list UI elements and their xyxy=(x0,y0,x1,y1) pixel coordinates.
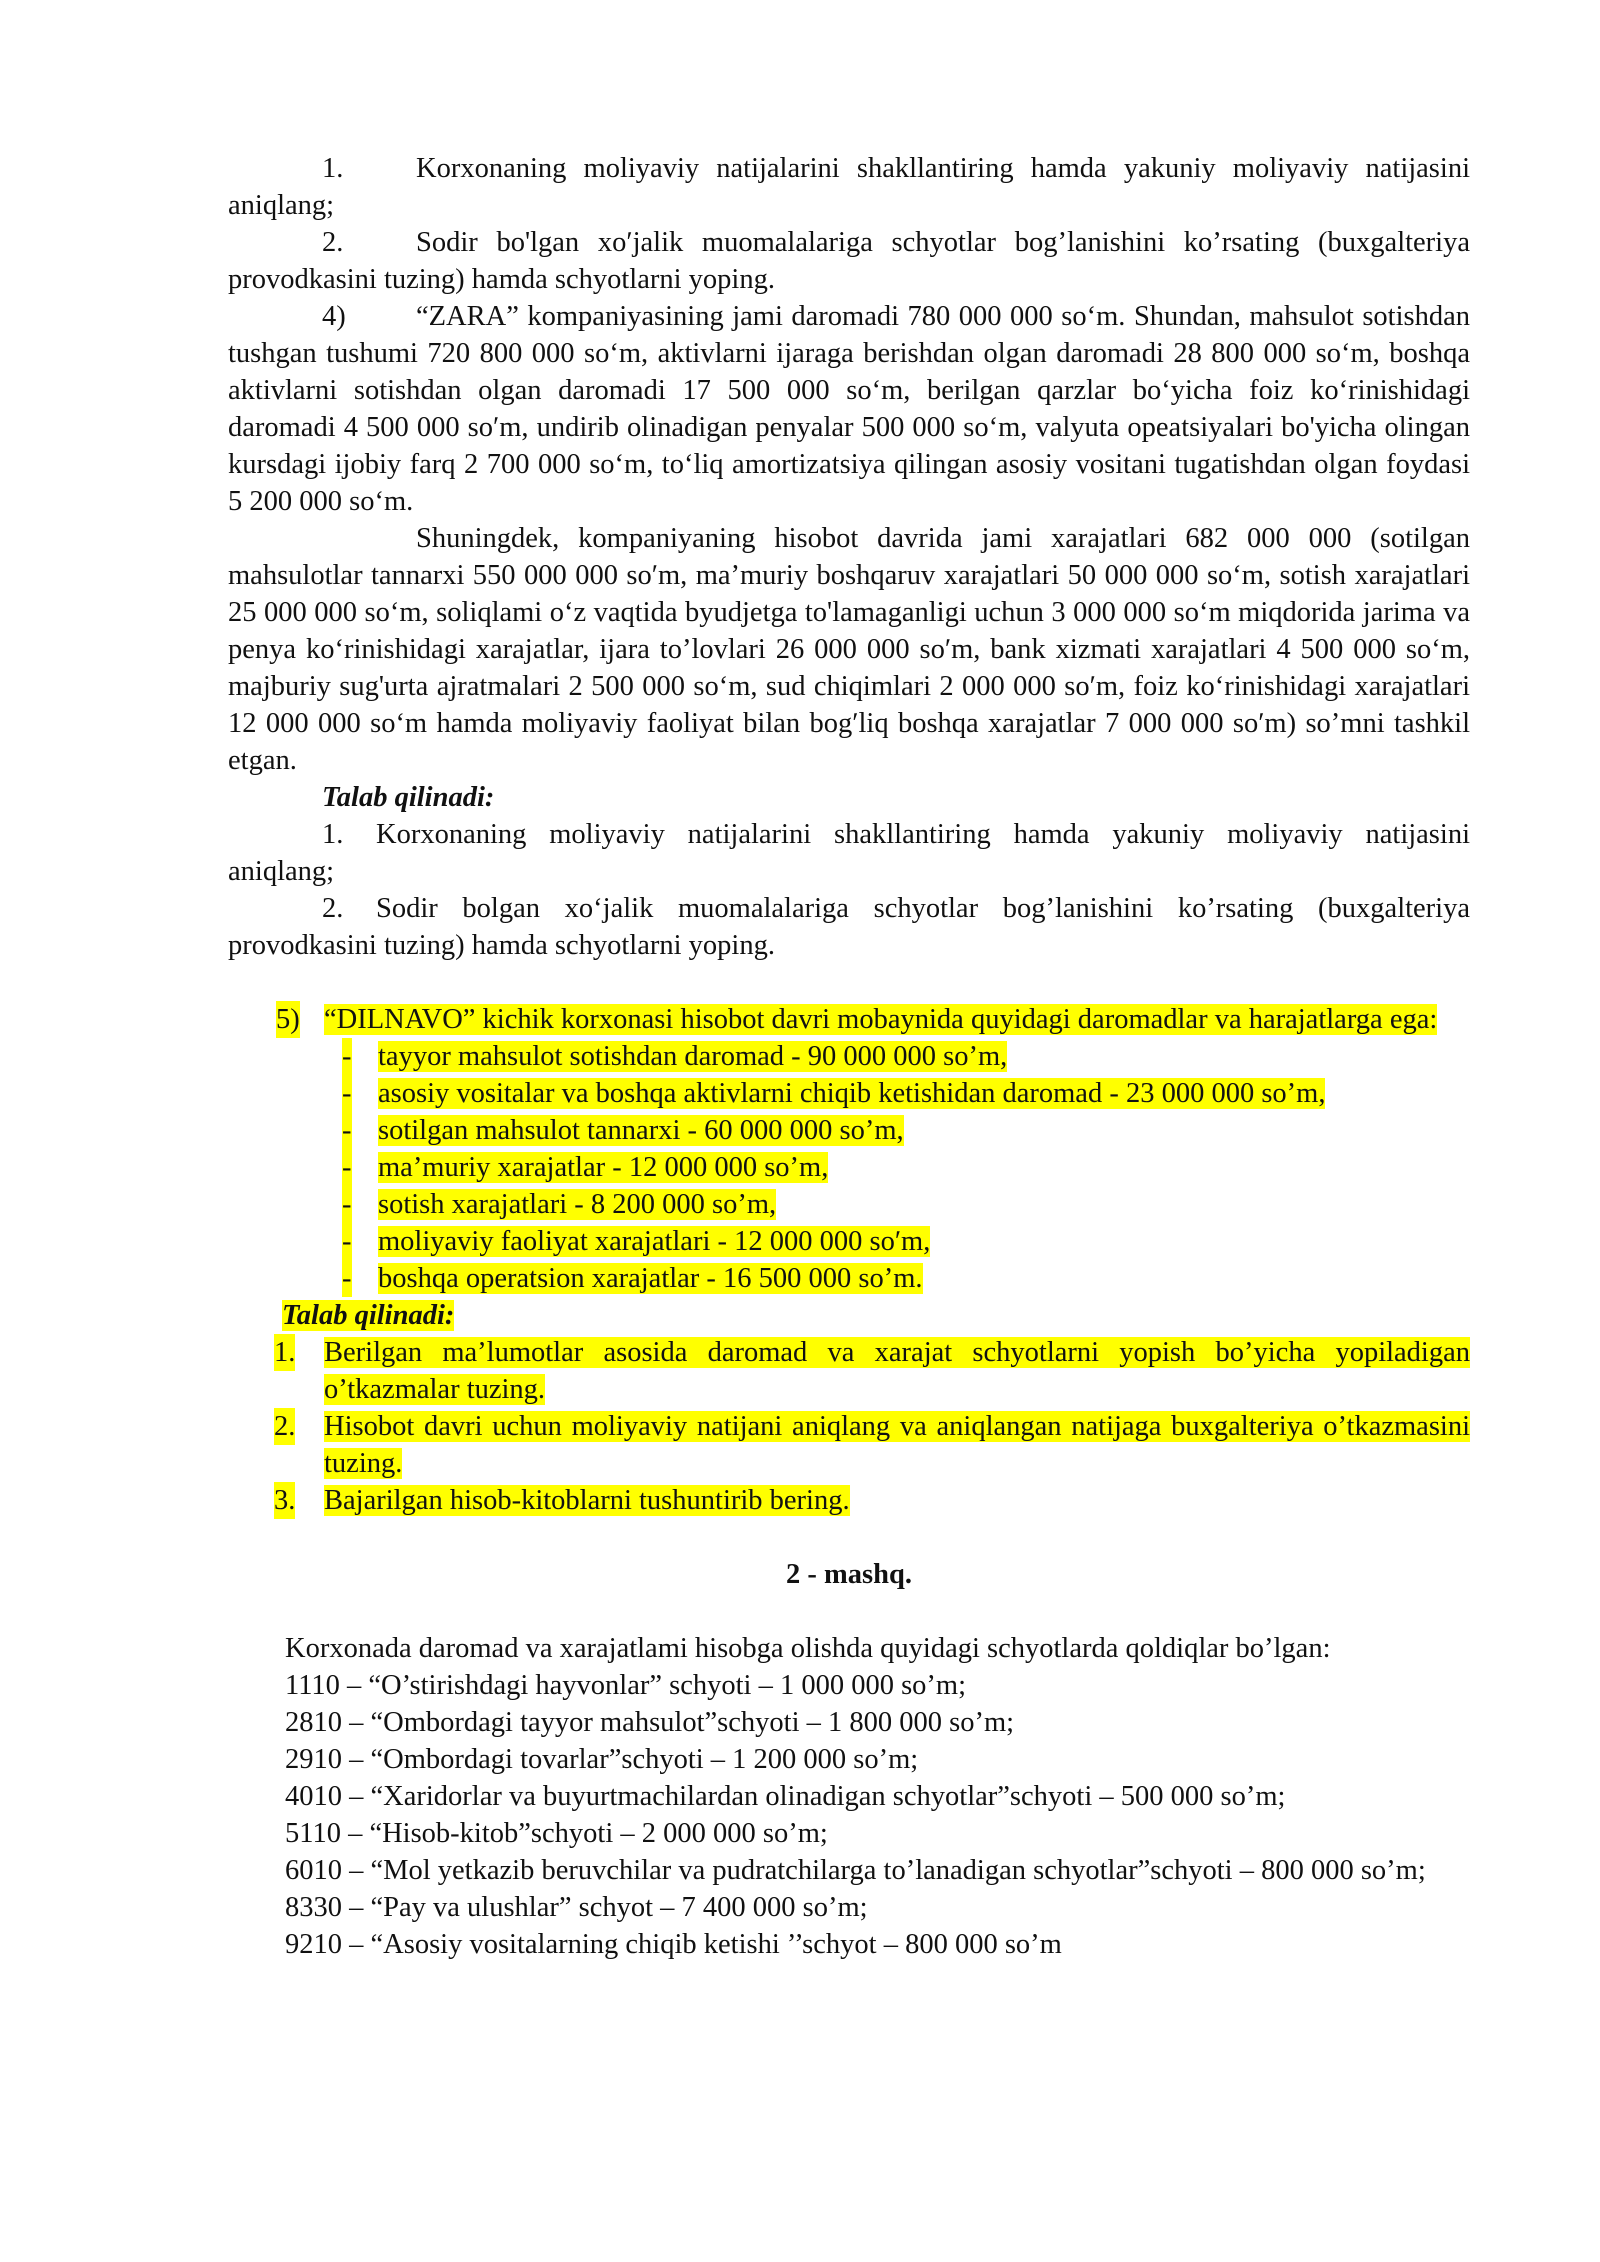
task5-req-3 xyxy=(228,1482,1470,1519)
task4-req-1 xyxy=(228,816,1470,890)
account-line: 2810 – “Ombordagi tayyor mahsulot”schyoti – 1 800 000 so’m; xyxy=(285,1707,1015,1738)
bullet-dash: - xyxy=(342,1149,352,1186)
task5-bullet xyxy=(228,1186,1470,1223)
account-line: 5110 – “Hisob-kitob”schyoti – 2 000 000 so’m; xyxy=(285,1818,828,1849)
bullet-dash: - xyxy=(342,1223,352,1260)
top-item-1 xyxy=(228,150,1470,224)
bullet-text: ma’muriy xarajatlar - 12 000 000 so’m, xyxy=(378,1152,829,1183)
bullet-text: sotish xarajatlari - 8 200 000 so’m, xyxy=(378,1189,777,1220)
req-number: 1. xyxy=(274,1334,295,1371)
bullet-dash: - xyxy=(342,1075,352,1112)
task5-req-1 xyxy=(228,1334,1470,1408)
bullet-text: sotilgan mahsulot tannarxi - 60 000 000 so’m, xyxy=(378,1115,904,1146)
account-line: 1110 – “O’stirishdagi hayvonlar” schyoti – 1 000 000 so’m; xyxy=(285,1670,967,1701)
account-line: 4010 – “Xaridorlar va buyurtmachilardan olinadigan schyotlar”schyoti – 500 000 so’m; xyxy=(285,1781,1286,1812)
bullet-dash: - xyxy=(342,1112,352,1149)
bullet-dash: - xyxy=(342,1260,352,1297)
task5-bullet xyxy=(228,1223,1470,1260)
task5-bullet xyxy=(228,1075,1470,1112)
task4-text: “ZARA” kompaniyasining jami daromadi 780 000 000 so‘m. Shundan, mahsulot sotishdan tushgan tushumi 720 800 000 so‘m, aktivlarni ijaraga berishdan olgan daromadi 28 800 000 so‘m, boshqa aktivlarni sotishdan olgan daromadi 17 500 000 so‘m, berilgan qarzlar bo‘yicha foiz ko‘rinishidagi daromadi 4 500 000 soʹm, undirib olinadigan penyalar 500 000 so‘m, valyuta opeatsiyalari bo'yicha olingan kursdagi ijobiy farq 2 700 000 so‘m, to‘liq amortizatsiya qilingan asosiy vositani tugatishdan olgan foydasi 5 200 000 so‘m. xyxy=(228,301,1470,517)
req-number: 2. xyxy=(322,893,344,924)
task4-req-2 xyxy=(228,890,1470,964)
req-number: 2. xyxy=(274,1408,295,1445)
task4-paragraph-1 xyxy=(228,298,1470,520)
task5-req-2 xyxy=(228,1408,1470,1482)
bullet-text: tayyor mahsulot sotishdan daromad - 90 000 000 so’m, xyxy=(378,1041,1008,1072)
task4-talab-heading: Talab qilinadi: xyxy=(322,782,495,813)
account-line: 8330 – “Pay va ulushlar” schyot – 7 400 000 so’m; xyxy=(285,1892,868,1923)
task5-block xyxy=(228,1001,1470,1519)
task5-intro-text: “DILNAVO” kichik korxonasi hisobot davri mobaynida quyidagi daromadlar va harajatlarga ega: xyxy=(324,1004,1438,1035)
task5-talab-heading: Talab qilinadi: xyxy=(282,1300,455,1331)
task5-bullet xyxy=(228,1149,1470,1186)
req-text: Berilgan ma’lumotlar asosida daromad va xarajat schyotlarni yopish bo’yicha yopiladigan o’tkazmalar tuzing. xyxy=(324,1337,1470,1405)
document-page xyxy=(228,150,1470,1963)
top-item-number: 2. xyxy=(322,227,344,258)
req-text: Korxonaning moliyaviy natijalarini shakllantiring hamda yakuniy moliyaviy natijasini aniqlang; xyxy=(228,819,1470,887)
bullet-dash: - xyxy=(342,1038,352,1075)
req-number: 3. xyxy=(274,1482,295,1519)
task4-number: 4) xyxy=(322,301,346,332)
top-item-number: 1. xyxy=(322,153,344,184)
bullet-dash: - xyxy=(342,1186,352,1223)
top-item-2 xyxy=(228,224,1470,298)
bullet-text: asosiy vositalar va boshqa aktivlarni chiqib ketishidan daromad - 23 000 000 so’m, xyxy=(378,1078,1326,1109)
task5-bullet xyxy=(228,1260,1470,1297)
task5-intro xyxy=(228,1001,1470,1038)
top-item-text: Korxonaning moliyaviy natijalarini shakllantiring hamda yakuniy moliyaviy natijasini aniqlang; xyxy=(228,153,1470,221)
req-text: Bajarilgan hisob-kitoblarni tushuntirib bering. xyxy=(324,1485,850,1516)
exercise-heading: 2 - mashq. xyxy=(786,1559,912,1590)
account-line: 6010 – “Mol yetkazib beruvchilar va pudratchilarga to’lanadigan schyotlar”schyoti – 800 000 so’m; xyxy=(285,1855,1426,1886)
bullet-text: boshqa operatsion xarajatlar - 16 500 000 so’m. xyxy=(378,1263,923,1294)
task5-bullet xyxy=(228,1038,1470,1075)
task4-paragraph-2: Shuningdek, kompaniyaning hisobot davrida jami xarajatlari 682 000 000 (sotilgan mahsulotlar tannarxi 550 000 000 soʹm, ma’muriy boshqaruv xarajatlari 50 000 000 so‘m, sotish xarajatlari 25 000 000 so‘m, soliqlami o‘z vaqtida byudjetga to'lamaganligi uchun 3 000 000 so‘m miqdorida jarima va penya ko‘rinishidagi xarajatlar, ijara to’lovlari 26 000 000 soʹm, bank xizmati xarajatlari 4 500 000 so‘m, majburiy sug'urta ajratmalari 2 500 000 so‘m, sud chiqimlari 2 000 000 soʹm, foiz ko‘rinishidagi xarajatlari 12 000 000 so‘m hamda moliyaviy faoliyat bilan bogʹliq boshqa xarajatlar 7 000 000 soʹm) so’mni tashkil etgan. xyxy=(228,523,1470,776)
account-line: 2910 – “Ombordagi tovarlar”schyoti – 1 200 000 so’m; xyxy=(285,1744,919,1775)
task5-bullet xyxy=(228,1112,1470,1149)
req-number: 1. xyxy=(322,819,344,850)
req-text: Hisobot davri uchun moliyaviy natijani aniqlang va aniqlangan natijaga buxgalteriya o’tkazmasini tuzing. xyxy=(324,1411,1470,1479)
top-item-text: Sodir bo'lgan xoʹjalik muomalalariga schyotlar bog’lanishini ko’rsating (buxgalteriya provodkasini tuzing) hamda schyotlarni yoping. xyxy=(228,227,1470,295)
task5-number: 5) xyxy=(276,1001,300,1038)
exercise-intro: Korxonada daromad va xarajatlami hisobga olishda quyidagi schyotlarda qoldiqlar bo’lgan: xyxy=(285,1633,1331,1664)
account-line: 9210 – “Asosiy vositalarning chiqib ketishi ’’schyot – 800 000 so’m xyxy=(285,1929,1062,1960)
bullet-text: moliyaviy faoliyat xarajatlari - 12 000 000 soʹm, xyxy=(378,1226,931,1257)
req-text: Sodir bolgan xo‘jalik muomalalariga schyotlar bog’lanishini ko’rsating (buxgalteriya provodkasini tuzing) hamda schyotlarni yoping. xyxy=(228,893,1470,961)
